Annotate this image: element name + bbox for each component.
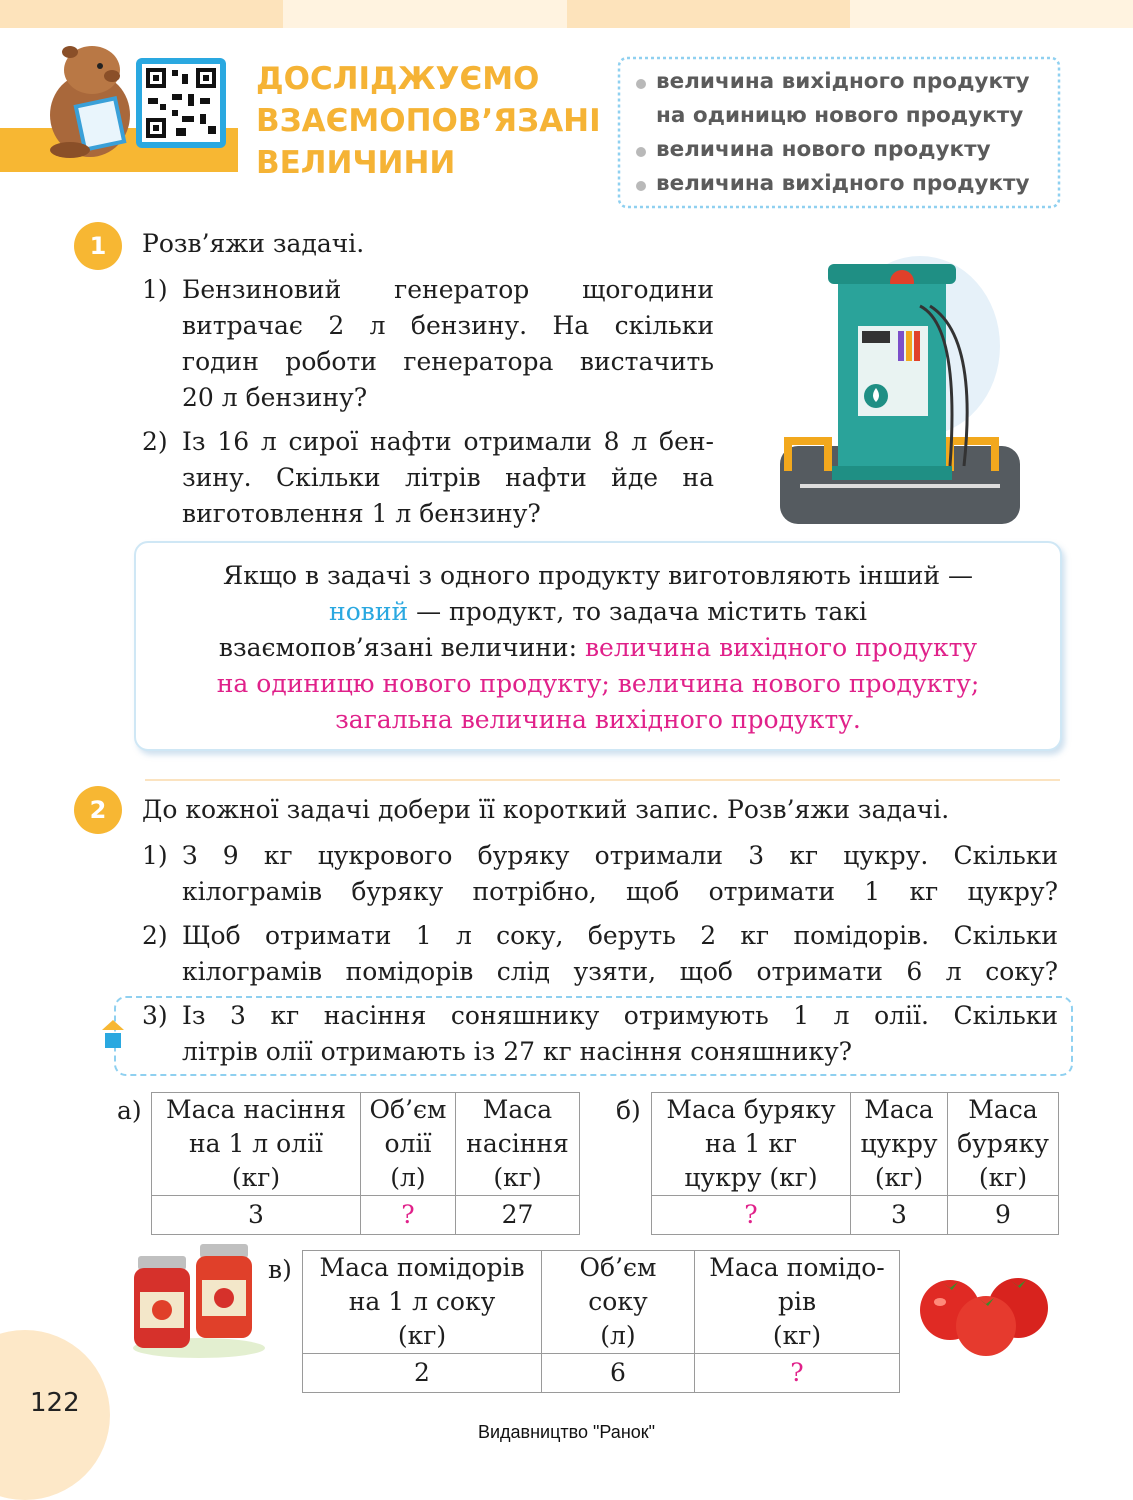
- task-number: 3): [142, 1001, 168, 1030]
- table-header-cell: Маса буряку на 1 кг цукру (кг): [652, 1093, 851, 1196]
- exercise-2-task-2: Щоб отримати 1 л соку, беруть 2 кг помідорів. Скільки кілограмів помідорів слід узяти, щоб отримати 6 л соку?: [182, 921, 1058, 986]
- section-divider: [145, 779, 1060, 781]
- exercise-1-task-1: Бензиновий генератор щогодини витрачає 2 л бензину. На скільки годин роботи генератора вистачить 20 л бензину?: [182, 275, 714, 412]
- table-header-cell: Маса насіння на 1 л олії (кг): [152, 1093, 361, 1196]
- table-a-label: а): [117, 1096, 142, 1125]
- page-title: ДОСЛІДЖУЄМО ВЗАЄМОПОВ’ЯЗАНІ ВЕЛИЧИНИ: [256, 61, 601, 181]
- task-number: 1): [142, 275, 168, 304]
- table-c-label: в): [268, 1255, 292, 1284]
- table-header-cell: Маса помідорів на 1 л соку (кг): [303, 1251, 542, 1354]
- exercise-2-task-1: З 9 кг цукрового буряку отримали 3 кг цукру. Скільки кілограмів буряку потрібно, щоб отримати 1 кг цукру?: [182, 841, 1058, 906]
- key-terms-box: [616, 55, 1062, 210]
- table-header-cell: Маса помідо- рів (кг): [695, 1251, 900, 1354]
- fuel-pump-illustration: [770, 246, 1020, 526]
- table-header-cell: Об’єм олії (л): [361, 1093, 456, 1196]
- page-number: 122: [30, 1388, 80, 1418]
- table-value-cell: 27: [456, 1196, 580, 1235]
- exercise-number-2: 2: [74, 786, 122, 834]
- task-number: 2): [142, 921, 168, 950]
- exercise-2-task-3: Із 3 кг насіння соняшнику отримують 1 л олії. Скільки літрів олії отримають із 27 кг насіння соняшнику?: [182, 1001, 1058, 1066]
- highlight-new: новий: [329, 597, 409, 626]
- table-value-cell: 3: [152, 1196, 361, 1235]
- rule-box: Якщо в задачі з одного продукту виготовляють інший — новий — продукт, то задача містить такі взаємопов’язані величини: величина вихідного продукту на одиницю нового продукту; величина нового продукту; загальна величина вихідного продукту.: [134, 541, 1062, 751]
- table-value-cell: 6: [542, 1354, 695, 1393]
- house-marker-icon: [102, 1020, 124, 1050]
- table-value-cell: 2: [303, 1354, 542, 1393]
- table-value-cell: ?: [652, 1196, 851, 1235]
- publisher-credit: Видавництво "Ранок": [477, 1422, 656, 1442]
- table-header-cell: Маса насіння (кг): [456, 1093, 580, 1196]
- tomato-juice-jars-illustration: [124, 1240, 266, 1360]
- table-value-cell: ?: [361, 1196, 456, 1235]
- table-header-cell: Маса цукру (кг): [851, 1093, 948, 1196]
- tomatoes-illustration: [914, 1268, 1060, 1358]
- table-value-cell: 9: [948, 1196, 1059, 1235]
- task-number: 2): [142, 427, 168, 456]
- key-term-item: величина нового продукту: [634, 133, 1030, 167]
- table-b: [651, 1092, 1059, 1235]
- table-header-cell: Об’єм соку (л): [542, 1251, 695, 1354]
- table-c: [302, 1250, 900, 1393]
- top-stripe: [0, 0, 1133, 28]
- key-term-item: на одиницю нового продукту: [656, 103, 1024, 128]
- capybara-reading-illustration: [40, 40, 140, 160]
- table-value-cell: ?: [695, 1354, 900, 1393]
- qr-code[interactable]: [136, 58, 226, 148]
- key-term-item: величина вихідного продукту: [634, 167, 1030, 201]
- exercise-2-prompt: До кожної задачі добери її короткий запис. Розв’яжи задачі.: [142, 795, 950, 824]
- task-number: 1): [142, 841, 168, 870]
- table-value-cell: 3: [851, 1196, 948, 1235]
- exercise-number-1: 1: [74, 222, 122, 270]
- table-b-label: б): [616, 1096, 641, 1125]
- table-a: [151, 1092, 580, 1235]
- key-term-item: величина вихідного продукту: [634, 65, 1030, 99]
- exercise-1-task-2: Із 16 л сирої нафти отримали 8 л бен- зину. Скільки літрів нафти йде на виготовлення 1 л бензину?: [182, 427, 714, 528]
- exercise-1-prompt: Розв’яжи задачі.: [142, 229, 365, 258]
- table-header-cell: Маса буряку (кг): [948, 1093, 1059, 1196]
